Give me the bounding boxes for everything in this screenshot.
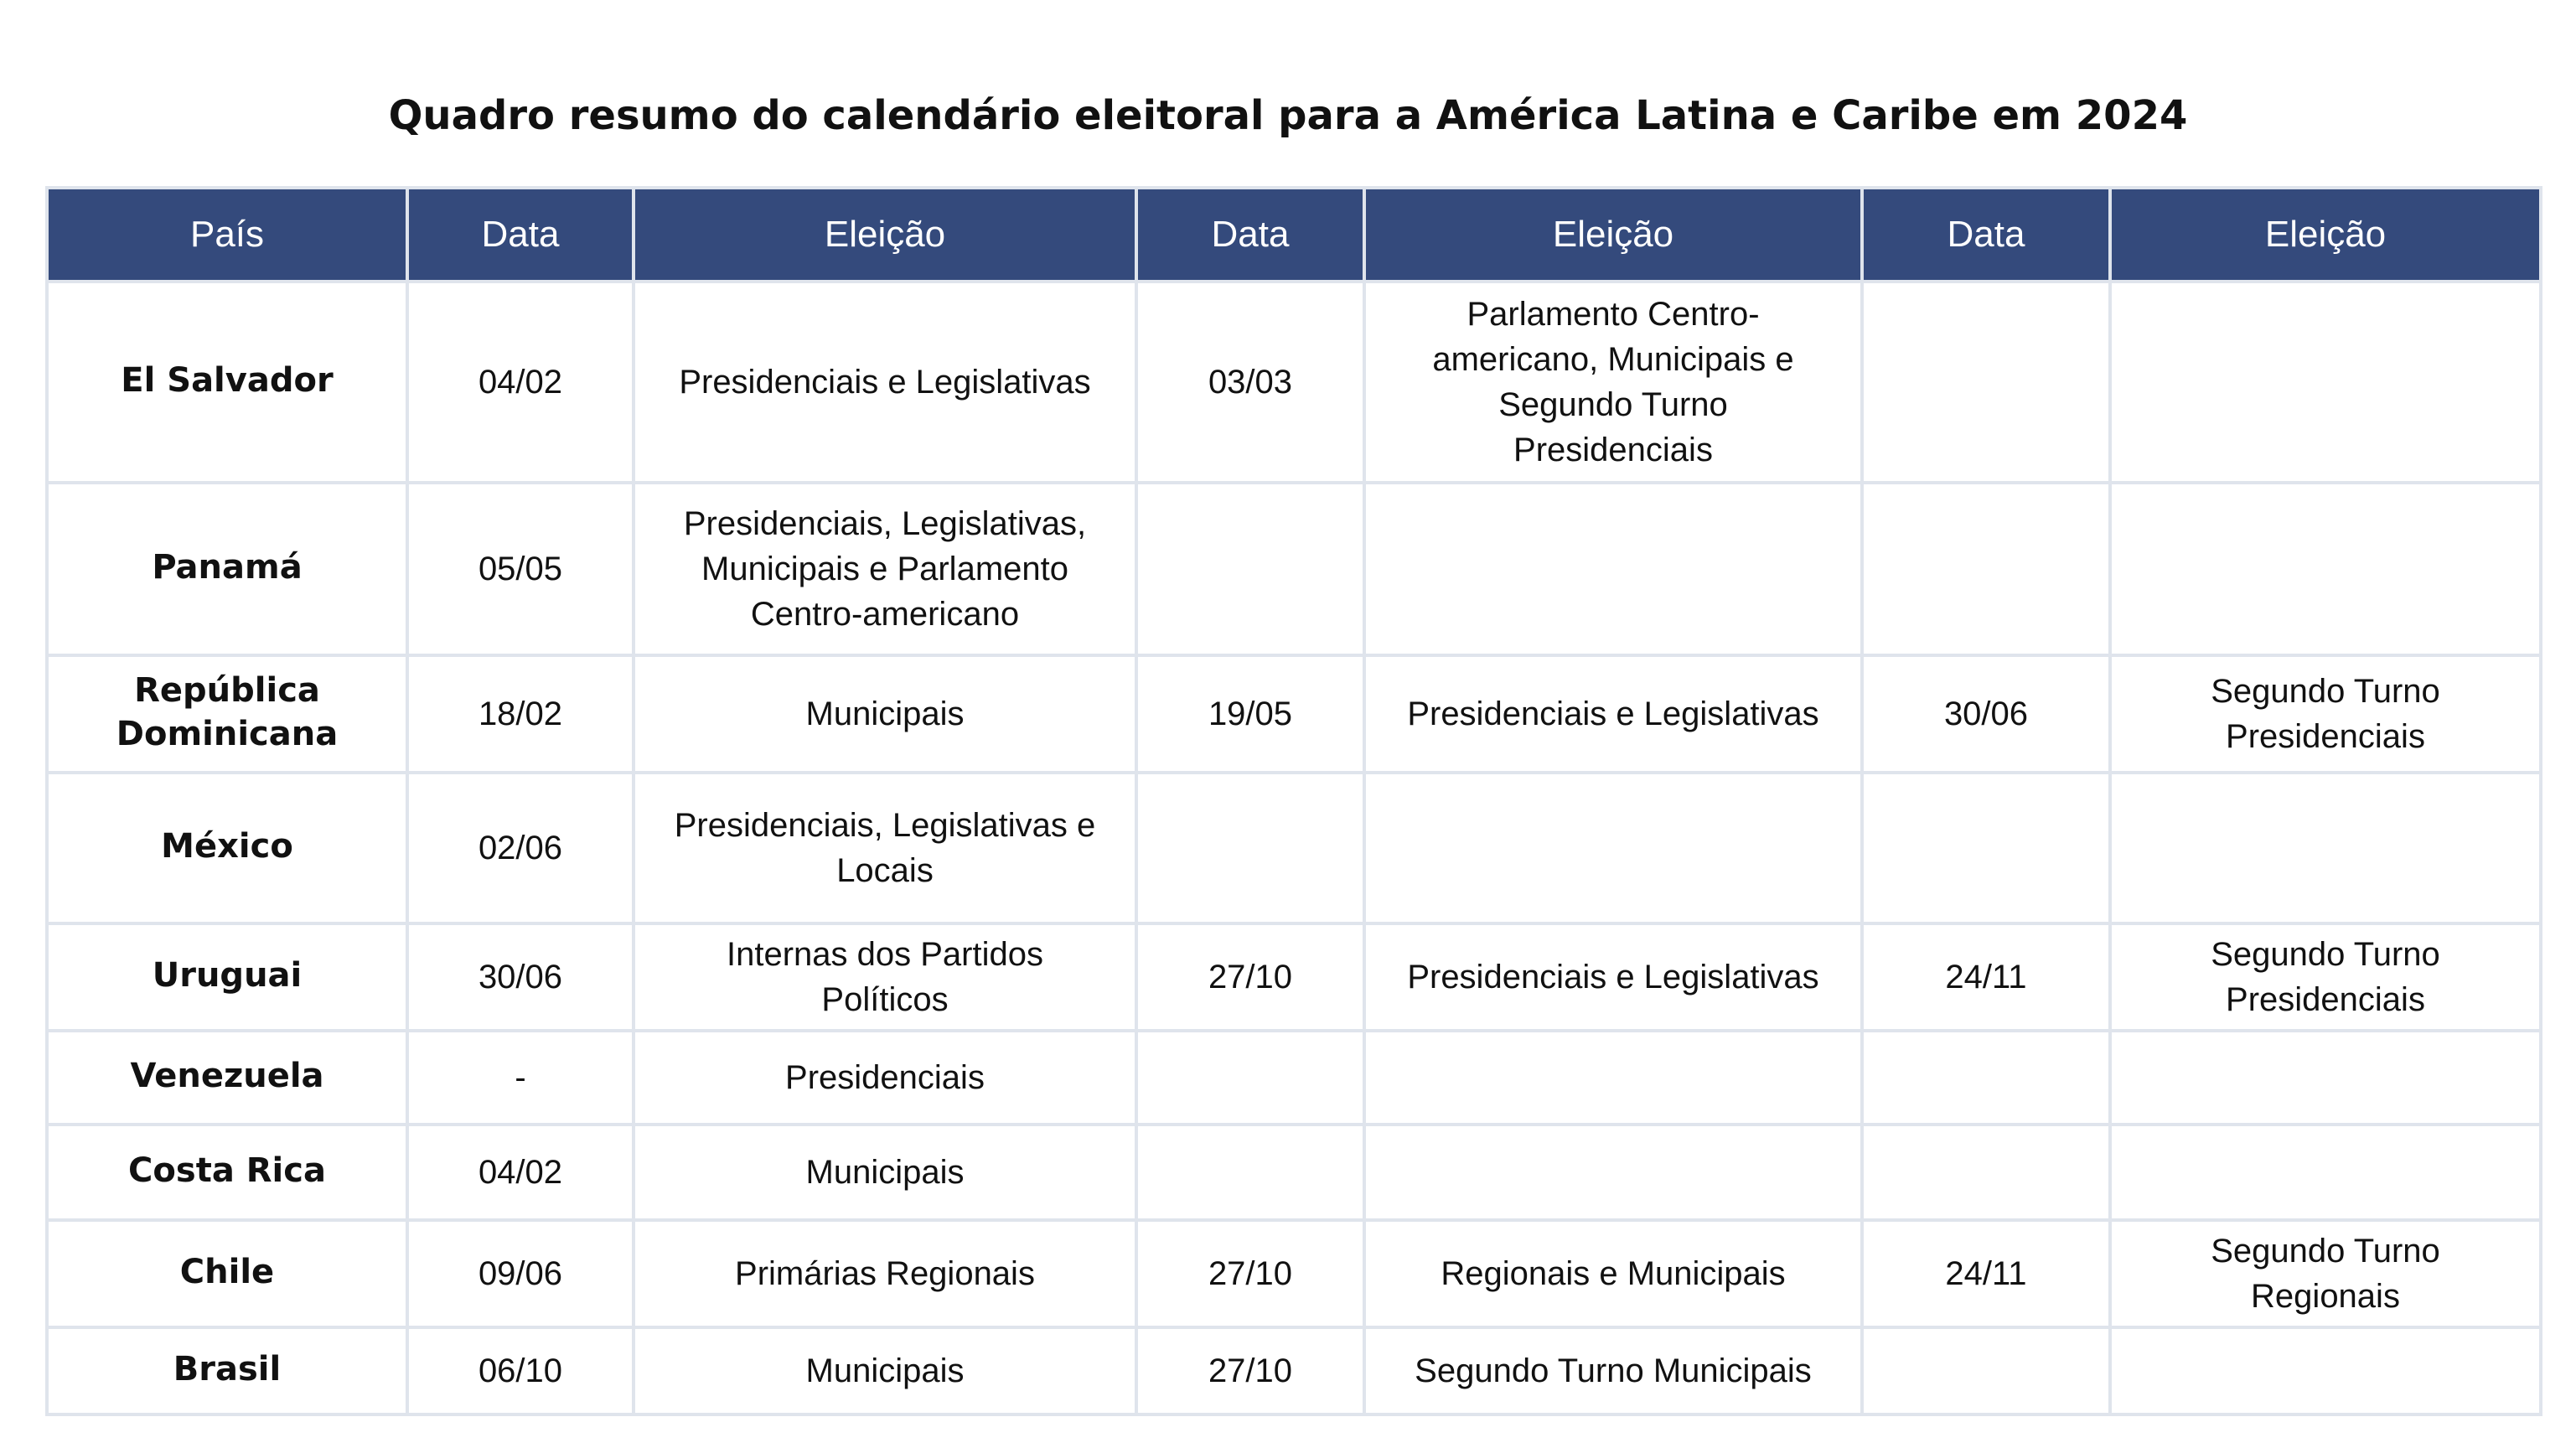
date-cell: 09/06 xyxy=(407,1220,634,1327)
column-header-data-3: Data xyxy=(1862,188,2110,282)
election-cell: Presidenciais xyxy=(634,1031,1136,1125)
election-cell: Presidenciais, Legislativas, Municipais e Parlamento Centro-americano xyxy=(634,483,1136,655)
election-cell xyxy=(1364,1031,1862,1125)
date-cell: 06/10 xyxy=(407,1327,634,1414)
table-row xyxy=(47,1125,2541,1220)
page-title: Quadro resumo do calendário eleitoral para a América Latina e Caribe em 2024 xyxy=(388,92,2188,139)
column-header-data-2: Data xyxy=(1136,188,1364,282)
country-cell: Chile xyxy=(47,1220,407,1327)
column-header-eleicao-1: Eleição xyxy=(634,188,1136,282)
date-cell: 27/10 xyxy=(1136,1220,1364,1327)
country-cell: Venezuela xyxy=(47,1031,407,1125)
election-cell: Parlamento Centro-americano, Municipais e Segundo Turno Presidenciais xyxy=(1364,282,1862,483)
table-row xyxy=(47,923,2541,1031)
date-cell: 18/02 xyxy=(407,655,634,773)
date-cell xyxy=(1862,282,2110,483)
election-cell: Segundo Turno Presidenciais xyxy=(2110,923,2541,1031)
date-cell xyxy=(1862,773,2110,923)
date-cell: 30/06 xyxy=(1862,655,2110,773)
country-cell: El Salvador xyxy=(47,282,407,483)
date-cell: 05/05 xyxy=(407,483,634,655)
date-cell: 24/11 xyxy=(1862,923,2110,1031)
election-cell: Presidenciais e Legislativas xyxy=(1364,923,1862,1031)
election-cell xyxy=(1364,773,1862,923)
election-cell: Regionais e Municipais xyxy=(1364,1220,1862,1327)
election-cell: Segundo Turno Municipais xyxy=(1364,1327,1862,1414)
date-cell: 24/11 xyxy=(1862,1220,2110,1327)
election-cell: Presidenciais, Legislativas e Locais xyxy=(634,773,1136,923)
date-cell xyxy=(1862,1125,2110,1220)
table-row xyxy=(47,1031,2541,1125)
table-row xyxy=(47,483,2541,655)
election-cell xyxy=(2110,1327,2541,1414)
table-row xyxy=(47,773,2541,923)
column-header-pais: País xyxy=(47,188,407,282)
election-cell xyxy=(2110,773,2541,923)
date-cell xyxy=(1136,1125,1364,1220)
date-cell xyxy=(1136,1031,1364,1125)
election-cell: Segundo Turno Presidenciais xyxy=(2110,655,2541,773)
table-header-row xyxy=(47,188,2541,282)
table-row xyxy=(47,1220,2541,1327)
country-cell: Panamá xyxy=(47,483,407,655)
election-cell: Primárias Regionais xyxy=(634,1220,1136,1327)
date-cell: - xyxy=(407,1031,634,1125)
date-cell: 27/10 xyxy=(1136,1327,1364,1414)
country-cell: Uruguai xyxy=(47,923,407,1031)
date-cell: 30/06 xyxy=(407,923,634,1031)
date-cell xyxy=(1136,773,1364,923)
election-cell: Presidenciais e Legislativas xyxy=(1364,655,1862,773)
table-row xyxy=(47,655,2541,773)
date-cell: 19/05 xyxy=(1136,655,1364,773)
date-cell: 04/02 xyxy=(407,1125,634,1220)
country-cell: Brasil xyxy=(47,1327,407,1414)
date-cell: 03/03 xyxy=(1136,282,1364,483)
election-cell: Municipais xyxy=(634,1327,1136,1414)
country-cell: República Dominicana xyxy=(47,655,407,773)
election-cell xyxy=(2110,282,2541,483)
country-cell: México xyxy=(47,773,407,923)
table-row xyxy=(47,1327,2541,1414)
date-cell xyxy=(1862,483,2110,655)
date-cell: 02/06 xyxy=(407,773,634,923)
column-header-eleicao-2: Eleição xyxy=(1364,188,1862,282)
election-calendar-table xyxy=(45,186,2542,1416)
election-cell: Presidenciais e Legislativas xyxy=(634,282,1136,483)
date-cell xyxy=(1862,1031,2110,1125)
country-cell: Costa Rica xyxy=(47,1125,407,1220)
date-cell xyxy=(1862,1327,2110,1414)
election-cell xyxy=(2110,483,2541,655)
column-header-eleicao-3: Eleição xyxy=(2110,188,2541,282)
election-cell: Municipais xyxy=(634,1125,1136,1220)
column-header-data-1: Data xyxy=(407,188,634,282)
table-row xyxy=(47,282,2541,483)
election-cell: Segundo Turno Regionais xyxy=(2110,1220,2541,1327)
election-cell xyxy=(2110,1125,2541,1220)
date-cell: 27/10 xyxy=(1136,923,1364,1031)
date-cell xyxy=(1136,483,1364,655)
election-cell: Internas dos Partidos Políticos xyxy=(634,923,1136,1031)
election-cell xyxy=(2110,1031,2541,1125)
election-cell xyxy=(1364,1125,1862,1220)
date-cell: 04/02 xyxy=(407,282,634,483)
election-cell xyxy=(1364,483,1862,655)
election-cell: Municipais xyxy=(634,655,1136,773)
